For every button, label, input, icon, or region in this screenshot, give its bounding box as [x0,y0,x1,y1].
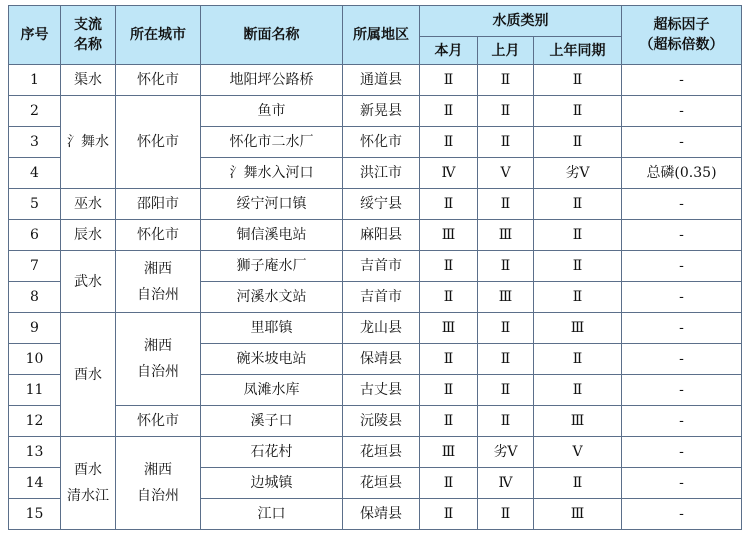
cell-last-year: Ⅱ [534,251,622,282]
branch-line2: 清水江 [67,488,109,504]
cell-section: 地阳坪公路桥 [201,65,343,96]
header-branch [61,6,116,65]
city-line1: 湘西 [144,260,172,277]
cell-section: 绥宁河口镇 [201,189,343,220]
cell-factor: - [622,313,742,344]
cell-seq: 3 [9,127,61,158]
branch-line1: 酉水 [74,462,102,478]
water-quality-table [8,5,742,530]
city-line2: 自治州 [137,488,179,504]
header-last-year: 上年同期 [534,37,622,65]
cell-region: 绥宁县 [343,189,420,220]
cell-seq: 2 [9,96,61,127]
cell-region: 花垣县 [343,468,420,499]
cell-last-year: Ⅱ [534,375,622,406]
cell-section: 凤滩水库 [201,375,343,406]
header-seq: 序号 [9,6,61,65]
cell-this-month: Ⅱ [420,406,478,437]
cell-factor: - [622,220,742,251]
cell-last-month: 劣Ⅴ [478,437,534,468]
cell-region: 沅陵县 [343,406,420,437]
header-quality-group: 水质类别 [420,6,622,37]
cell-seq: 5 [9,189,61,220]
cell-branch: 酉水 [61,313,116,437]
cell-branch: 渠水 [61,65,116,96]
cell-last-month: Ⅲ [478,282,534,313]
cell-factor: - [622,499,742,530]
header-factor-line1: 超标因子 [653,17,710,33]
header-factor [622,6,742,65]
header-section: 断面名称 [201,6,343,65]
cell-factor: 总磷(0.35) [622,158,742,189]
table-row [9,251,742,282]
cell-last-year: Ⅴ [534,437,622,468]
cell-city: 怀化市 [116,220,201,251]
cell-section: 铜信溪电站 [201,220,343,251]
cell-seq: 15 [9,499,61,530]
cell-region: 洪江市 [343,158,420,189]
cell-this-month: Ⅱ [420,127,478,158]
city-line1: 湘西 [144,338,172,354]
cell-city [116,437,201,530]
cell-seq: 14 [9,468,61,499]
cell-seq: 4 [9,158,61,189]
cell-region: 通道县 [343,65,420,96]
cell-last-month: Ⅱ [478,313,534,344]
cell-factor: - [622,468,742,499]
header-branch-line2: 名称 [74,37,102,53]
cell-city: 怀化市 [116,65,201,96]
cell-this-month: Ⅱ [420,189,478,220]
cell-city [116,251,201,313]
cell-last-year: Ⅱ [534,344,622,375]
table-row [9,313,742,344]
cell-section: 边城镇 [201,468,343,499]
cell-region: 吉首市 [343,251,420,282]
cell-this-month: Ⅲ [420,313,478,344]
cell-last-month: Ⅱ [478,406,534,437]
cell-section: 鱼市 [201,96,343,127]
cell-city: 怀化市 [116,96,201,189]
header-branch-line1: 支流 [74,17,102,33]
cell-last-year: Ⅱ [534,127,622,158]
cell-branch: 辰水 [61,220,116,251]
cell-factor: - [622,406,742,437]
cell-last-year: 劣Ⅴ [534,158,622,189]
cell-last-year: Ⅲ [534,313,622,344]
cell-this-month: Ⅱ [420,96,478,127]
cell-city [116,313,201,406]
cell-this-month: Ⅱ [420,468,478,499]
cell-city: 邵阳市 [116,189,201,220]
cell-last-month: Ⅲ [478,220,534,251]
cell-last-year: Ⅲ [534,406,622,437]
cell-factor: - [622,127,742,158]
cell-seq: 9 [9,313,61,344]
cell-last-year: Ⅲ [534,499,622,530]
cell-section: 里耶镇 [201,313,343,344]
table-row [9,65,742,96]
cell-seq: 13 [9,437,61,468]
cell-branch [61,437,116,530]
cell-last-month: Ⅱ [478,127,534,158]
cell-this-month: Ⅲ [420,220,478,251]
cell-region: 古丈县 [343,375,420,406]
cell-last-year: Ⅱ [534,96,622,127]
cell-this-month: Ⅱ [420,499,478,530]
cell-factor: - [622,65,742,96]
cell-last-month: Ⅱ [478,375,534,406]
cell-factor: - [622,96,742,127]
cell-last-month: Ⅱ [478,189,534,220]
cell-last-month: Ⅱ [478,96,534,127]
cell-branch: 武水 [61,251,116,313]
table-row [9,406,742,437]
cell-last-month: Ⅱ [478,344,534,375]
cell-this-month: Ⅱ [420,344,478,375]
header-factor-line2: （超标倍数） [639,37,724,53]
cell-section: 氵舞水入河口 [201,158,343,189]
cell-last-year: Ⅱ [534,282,622,313]
cell-this-month: Ⅳ [420,158,478,189]
cell-last-month: Ⅱ [478,251,534,282]
cell-seq: 11 [9,375,61,406]
header-this-month: 本月 [420,37,478,65]
cell-last-year: Ⅱ [534,65,622,96]
cell-factor: - [622,282,742,313]
cell-last-month: Ⅴ [478,158,534,189]
cell-factor: - [622,251,742,282]
cell-last-month: Ⅱ [478,499,534,530]
cell-region: 保靖县 [343,499,420,530]
cell-factor: - [622,189,742,220]
cell-last-year: Ⅱ [534,189,622,220]
cell-factor: - [622,437,742,468]
city-line2: 自治州 [137,364,179,380]
cell-section: 江口 [201,499,343,530]
cell-section: 石花村 [201,437,343,468]
cell-this-month: Ⅱ [420,251,478,282]
table-row [9,96,742,127]
table-row [9,437,742,468]
cell-section: 碗米坡电站 [201,344,343,375]
cell-seq: 7 [9,251,61,282]
cell-this-month: Ⅱ [420,65,478,96]
cell-region: 麻阳县 [343,220,420,251]
cell-seq: 12 [9,406,61,437]
cell-section: 河溪水文站 [201,282,343,313]
cell-last-year: Ⅱ [534,220,622,251]
cell-seq: 10 [9,344,61,375]
table-row [9,189,742,220]
cell-region: 保靖县 [343,344,420,375]
cell-factor: - [622,344,742,375]
cell-seq: 6 [9,220,61,251]
cell-region: 吉首市 [343,282,420,313]
cell-section: 狮子庵水厂 [201,251,343,282]
cell-region: 新晃县 [343,96,420,127]
header-last-month: 上月 [478,37,534,65]
cell-branch: 氵舞水 [61,96,116,189]
cell-last-month: Ⅳ [478,468,534,499]
header-region: 所属地区 [343,6,420,65]
cell-region: 怀化市 [343,127,420,158]
cell-seq: 1 [9,65,61,96]
cell-this-month: Ⅱ [420,282,478,313]
cell-city: 怀化市 [116,406,201,437]
table-row [9,220,742,251]
cell-branch: 巫水 [61,189,116,220]
cell-region: 花垣县 [343,437,420,468]
cell-this-month: Ⅲ [420,437,478,468]
cell-last-month: Ⅱ [478,65,534,96]
cell-last-year: Ⅱ [534,468,622,499]
cell-section: 怀化市二水厂 [201,127,343,158]
cell-seq: 8 [9,282,61,313]
city-line1: 湘西 [144,462,172,478]
cell-section: 溪子口 [201,406,343,437]
cell-region: 龙山县 [343,313,420,344]
city-line2: 自治州 [137,286,179,303]
cell-this-month: Ⅱ [420,375,478,406]
cell-factor: - [622,375,742,406]
header-city: 所在城市 [116,6,201,65]
